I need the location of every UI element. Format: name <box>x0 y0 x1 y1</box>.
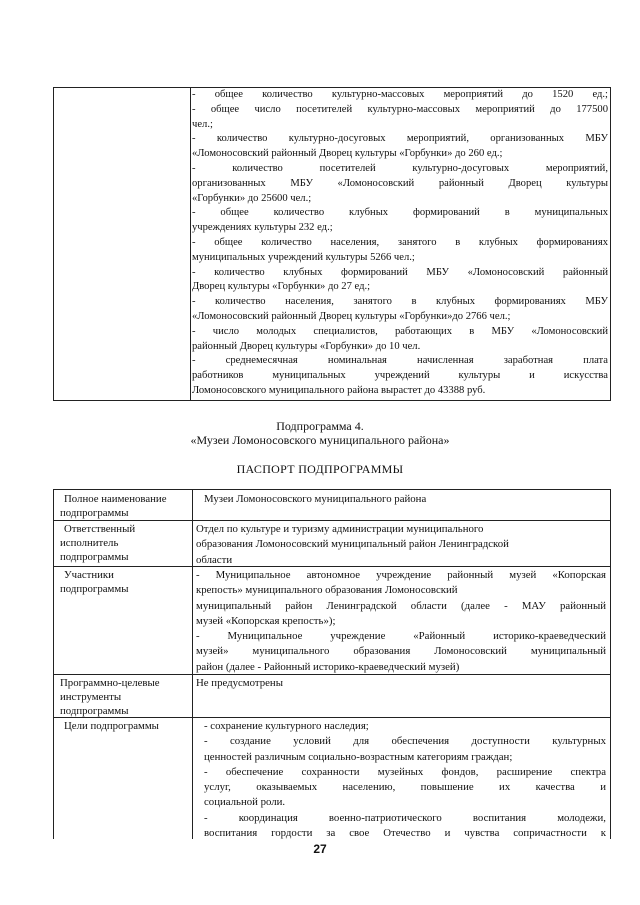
passport-value-line: области <box>196 553 233 566</box>
page-number: 27 <box>313 842 327 856</box>
top-table-line: - количество клубных формирований МБУ «Ломоносовский районный <box>192 266 608 278</box>
passport-row-divider <box>54 717 610 718</box>
passport-value-line: район (далее - Районный историко-краеведческий музей) <box>196 660 460 673</box>
passport-row-divider <box>54 674 610 675</box>
passport-label-line: подпрограммы <box>60 583 129 595</box>
top-table-line: - среднемесячная номинальная начисленная заработная плата <box>192 355 608 367</box>
passport-row-value <box>196 522 606 568</box>
passport-row-label <box>58 568 190 596</box>
passport-label-line: подпрограммы <box>60 507 129 519</box>
top-table-line: - общее количество культурно-массовых мероприятий до 1520 ед.; <box>192 89 608 100</box>
top-table-line: - общее число посетителей культурно-массовых мероприятий до 177500 <box>192 103 608 115</box>
passport-row-label <box>58 676 190 718</box>
passport-value-line: Музеи Ломоносовского муниципального района <box>204 493 427 505</box>
passport-row-value <box>196 568 606 675</box>
passport-label-line: инструменты <box>60 691 122 703</box>
passport-value-line: ценностей различным социально-возрастным категориям граждан; <box>204 750 513 763</box>
passport-row-divider <box>54 520 610 521</box>
top-table-line: организованных МБУ «Ломоносовский районный Дворец культуры <box>192 177 608 189</box>
passport-value-line: - обеспечение сохранности музейных фондов, расширение спектра <box>204 765 606 778</box>
passport-label-line: Участники <box>64 569 114 581</box>
top-table-line: учреждениях культуры 232 ед.; <box>192 222 333 234</box>
top-table-line: «Ломоносовский районный Дворец культуры «Горбунки»до 2766 чел.; <box>192 311 511 322</box>
top-table <box>53 87 611 401</box>
passport-value-line: - Муниципальное автономное учреждение районный музей «Копорская <box>196 569 606 581</box>
passport-label-line: исполнитель <box>60 537 119 549</box>
top-table-line: «Ломоносовский районный Дворец культуры «Горбунки» до 260 ед.; <box>192 148 503 160</box>
passport-value-line: Не предусмотрены <box>196 677 283 689</box>
top-table-line: - общее количество населения, занятого в клубных формированиях <box>192 237 608 248</box>
passport-value-line: образования Ломоносовский муниципальный район Ленинградской <box>196 538 509 551</box>
passport-row-label <box>58 719 190 733</box>
passport-label-line: Полное наименование <box>64 493 167 505</box>
top-table-line: - количество посетителей культурно-досуговых мероприятий, <box>192 163 608 174</box>
passport-value-line: музей «Копорская крепость»); <box>196 614 336 627</box>
passport-value-line: социальной роли. <box>204 796 286 809</box>
passport-title: ПАСПОРТ ПОДПРОГРАММЫ <box>236 462 404 476</box>
subprogram-name: «Музеи Ломоносовского муниципального района» <box>190 433 450 447</box>
top-table-line: муниципальных учреждений культуры 5266 чел.; <box>192 251 415 263</box>
passport-row-value <box>196 719 606 841</box>
passport-label-line: подпрограммы <box>60 551 129 563</box>
passport-table <box>53 489 611 839</box>
top-table-left-column <box>54 88 191 400</box>
passport-row-label <box>58 492 190 520</box>
top-table-line: «Горбунки» до 25600 чел.; <box>192 192 312 204</box>
passport-row-value <box>196 492 606 507</box>
top-table-line: - общее количество клубных формирований в муниципальных <box>192 207 608 219</box>
passport-value-line: муниципальный район Ленинградской области (далее - МАУ районный <box>196 599 606 612</box>
top-table-line: чел.; <box>192 118 213 130</box>
passport-label-line: Цели подпрограммы <box>64 720 159 732</box>
passport-value-line: крепость» муниципального образования Ломоносовский <box>196 584 458 597</box>
passport-value-line: воспитания гордости за свое Отечество и чувства сопричастности к <box>204 827 606 840</box>
top-table-line: - количество населения, занятого в клубных формированиях МБУ <box>192 296 608 308</box>
top-table-line: Дворец культуры «Горбунки» до 27 ед.; <box>192 281 371 293</box>
passport-row-label <box>58 522 190 564</box>
passport-value-line: - координация военно-патриотического воспитания молодежи, <box>204 811 606 824</box>
passport-value-line: - сохранение культурного наследия; <box>204 720 369 732</box>
passport-value-line: музей» муниципального образования Ломоносовский муниципальный <box>196 645 606 658</box>
passport-value-line: Отдел по культуре и туризму администрации муниципального <box>196 523 484 535</box>
top-table-line: районный Дворец культуры «Горбунки» до 10 чел. <box>192 340 421 352</box>
passport-label-line: Ответственный <box>64 523 136 535</box>
passport-row-divider <box>54 566 610 567</box>
passport-value-line: - Муниципальное учреждение «Районный историко-краеведческий <box>196 630 606 643</box>
top-table-line: - количество культурно-досуговых мероприятий, организованных МБУ <box>192 133 608 145</box>
passport-label-line: подпрограммы <box>60 705 129 717</box>
passport-row-value <box>196 676 606 691</box>
top-table-line: Ломоносовского муниципального района вырастет до 43388 руб. <box>192 385 486 396</box>
passport-value-line: услуг, оказываемых населению, повышение их качества и <box>204 781 606 794</box>
top-table-line: - число молодых специалистов, работающих в МБУ «Ломоносовский <box>192 325 608 337</box>
passport-label-line: Программно-целевые <box>60 677 160 689</box>
subprogram-number: Подпрограмма 4. <box>276 419 364 433</box>
passport-value-line: - создание условий для обеспечения доступности культурных <box>204 735 606 748</box>
top-table-line: работников муниципальных учреждений культуры и искусства <box>192 370 608 382</box>
